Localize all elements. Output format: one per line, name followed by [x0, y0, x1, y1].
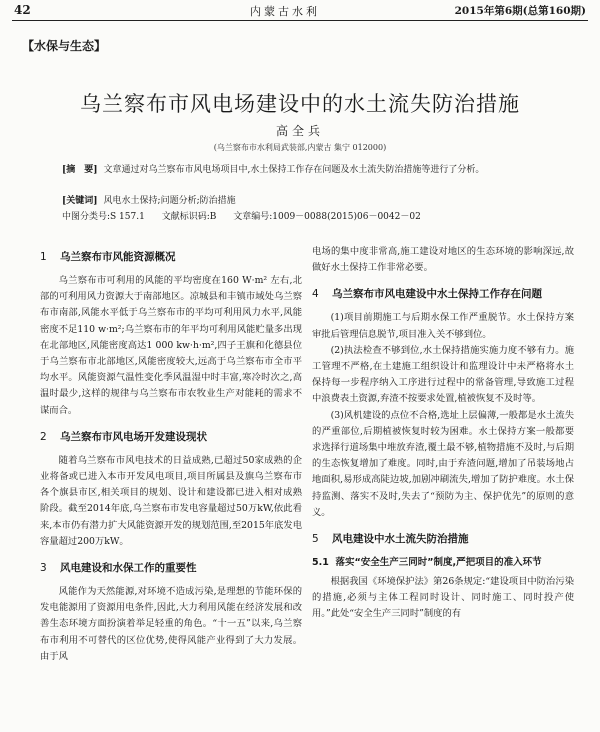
clc-number: 中图分类号:S 157.1 — [62, 212, 145, 222]
paragraph: (2)执法检查不够到位,水土保持措施实施力度不够有力。施工管理不严格,在土建施工组织设计和监理设计中未严格将水土保持每一步程序纳入工序进行过程中的常备管理,导致施工过程中浪费表土资源,弃渣不按要求处置,植被恢复不及时等。 — [312, 344, 574, 405]
journal-name: 内蒙古水利 — [250, 5, 320, 18]
section-heading: 4 乌兰察布市风电建设中水土保持工作存在问题 — [312, 288, 542, 301]
page-number: 42 — [14, 3, 31, 17]
section-tag: 【水保与生态】 — [22, 39, 107, 53]
author: 高全兵 — [275, 124, 324, 138]
abstract-text: 文章通过对乌兰察布市风电场项目中,水土保持工作存在问题及水土流失防治措施等进行了分析。 — [103, 165, 485, 175]
paragraph: 乌兰察布市可利用的风能的平均密度在160 W·m² 左右,北部的可利用风力资源大于南部地区。凉城县和丰镇市域处乌兰察布市南部,风能水平低于乌兰察布市的平均可利用风力水平,风能密度不足110 w·m²;乌兰察布市的年平均可利用风能贮量多出现在北部地区,风能密度高达1 000 kw·h·m²,四子王旗和化德县位于乌兰察布市北部地区,风能密度较大,远高于乌兰察布市全市平均水平。风能资源气温性变化季风温湿中时丰富,寒冷时次之,高温时最少,这样的规律与乌兰察布市农牧业生产对能耗的需求不谋而合。 — [40, 275, 302, 416]
keywords-text: 风电水土保持;问题分析;防治措施 — [103, 196, 236, 206]
keywords-label: [关键词] — [62, 196, 98, 206]
article-title: 乌兰察布市风电场建设中的水土流失防治措施 — [80, 92, 520, 116]
section-heading: 5 风电建设中水土流失防治措施 — [312, 533, 469, 546]
issue-info: 2015年第6期(总第160期) — [454, 5, 586, 17]
classification-line — [62, 210, 580, 225]
paragraph: (1)项目前期施工与后期水保工作严重脱节。水土保持方案审批后管理信息脱节,项目准入关不够到位。 — [312, 312, 574, 340]
header-rule — [12, 20, 588, 21]
section-heading: 1 乌兰察布市风能资源概况 — [40, 251, 176, 263]
right-column — [312, 244, 574, 623]
affiliation: (乌兰察布市水利局武装部,内蒙古 集宁 012000) — [213, 143, 387, 152]
section-heading: 2 乌兰察布市风电场开发建设现状 — [40, 430, 207, 443]
left-column — [40, 244, 302, 665]
article-number: 文章编号:1009－0088(2015)06－0042－02 — [233, 212, 421, 222]
abstract-label: [摘 要] — [62, 165, 98, 175]
section-heading: 3 风电建设和水保工作的重要性 — [40, 562, 197, 575]
paragraph: 风能作为天然能源,对环境不造成污染,是理想的节能环保的发电能源用了资源用电条件,因此,大力利用风能在经济发展和改善生态环境方面扮演着举足轻重的角色。“十一五”以来,乌兰察布市利用不可替代的区位优势,使得风能产业得到了大力发展。由于风 — [40, 586, 302, 662]
paragraph: 电场的集中度非常高,施工建设对地区的生态环境的影响深远,故做好水土保持工作非常必要。 — [312, 246, 574, 274]
keywords — [62, 194, 580, 209]
running-header — [0, 0, 600, 20]
paragraph: 随着乌兰察布市风电技术的日益成熟,已超过50家成熟的企业将备或已进入本市开发风电项目,项目所属县及旗乌兰察布市各个旗县市区,相关项目的规划、设计和建设都已进入相对成熟阶段。截至2014年底,乌兰察布市发电容量超过50万kW,依此看来,本市仍有潜力扩大风能资源开发的规划范围,至2015年底发电容量超过200万kW。 — [40, 454, 302, 547]
subsection-heading: 5.1 落实“安全生产三同时”制度,严把项目的准入环节 — [312, 557, 542, 569]
paragraph: 根据我国《环境保护法》第26条规定:“建设项目中防治污染的措施,必须与主体工程同时设计、同时施工、同时投产使用。”此处“安全生产三同时”制度的有 — [312, 576, 574, 620]
document-code: 文献标识码:B — [161, 212, 217, 222]
paragraph: (3)风机建设的点位不合格,选址上层偏薄,一般都是水土流失的严重部位,后期植被恢复时较为困难。水土保持方案一般都要求选择行道场集中堆放弃渣,覆土最不够,植物措施不及时,与后期的生态恢复增加了难度。同时,由于弃渣问题,增加了吊装场地占地面积,易形成高陡边坡,加剧冲刷流失,增加了防护难度。水土保持监测、落实不及时,失去了“预防为主、保护优先”的原则的意义。 — [312, 409, 574, 518]
abstract — [62, 163, 580, 178]
